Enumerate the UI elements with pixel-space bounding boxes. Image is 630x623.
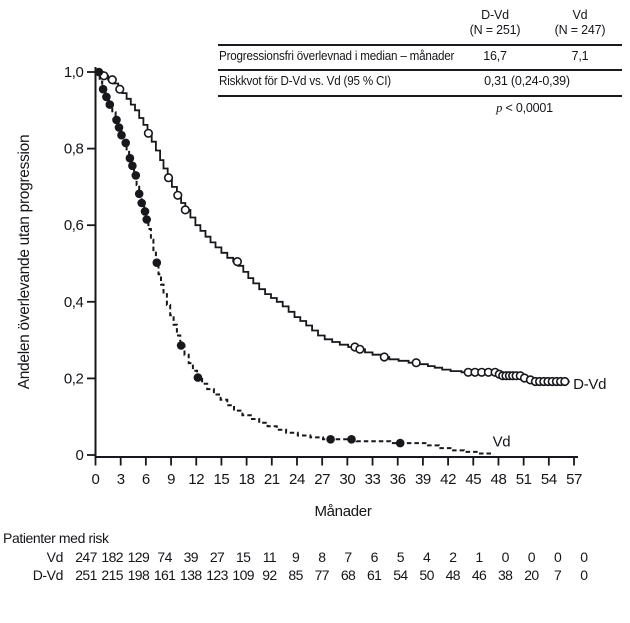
risk-count: 215 xyxy=(101,567,123,583)
censor-mark-D-Vd xyxy=(174,192,182,200)
y-axis-title: Andelen överlevande utan progression xyxy=(16,134,33,390)
censor-mark-Vd xyxy=(128,162,137,171)
censor-mark-Vd xyxy=(142,215,151,224)
censor-mark-D-Vd xyxy=(412,359,420,367)
risk-count: 182 xyxy=(101,549,123,565)
risk-count: 198 xyxy=(127,567,150,583)
censor-mark-Vd xyxy=(126,154,135,163)
risk-count: 6 xyxy=(370,549,378,565)
x-tick-label: 12 xyxy=(188,471,205,488)
risk-count: 247 xyxy=(75,549,97,565)
x-tick-label: 45 xyxy=(465,471,482,488)
risk-count: 8 xyxy=(318,549,326,565)
censor-mark-Vd xyxy=(115,123,124,132)
summary-col-vd-n: (N = 247) xyxy=(554,23,606,38)
x-tick-label: 9 xyxy=(167,471,176,488)
risk-count: 48 xyxy=(445,567,460,583)
median-pfs-dvd-value: 16,7 xyxy=(483,49,507,63)
x-tick-label: 18 xyxy=(238,471,255,488)
risk-count: 7 xyxy=(344,549,352,565)
risk-count: 38 xyxy=(498,567,513,583)
table-rule-3 xyxy=(218,95,622,97)
censor-mark-Vd xyxy=(141,207,150,216)
x-tick-label: 0 xyxy=(91,471,100,488)
censor-mark-Vd xyxy=(121,139,130,148)
hazard-ratio-value: 0,31 (0,24-0,39) xyxy=(484,74,570,88)
x-tick-label: 27 xyxy=(314,471,331,488)
y-tick-label: 0,8 xyxy=(63,140,84,158)
risk-count: 4 xyxy=(423,549,431,565)
risk-count: 50 xyxy=(419,567,434,583)
risk-count: 5 xyxy=(396,549,404,565)
summary-col-dvd-n: (N = 251) xyxy=(469,23,521,38)
censor-mark-D-Vd xyxy=(145,130,153,138)
risk-count: 251 xyxy=(75,567,97,583)
table-rule-1 xyxy=(218,44,622,46)
risk-count: 1 xyxy=(475,549,483,565)
x-tick-label: 36 xyxy=(389,471,406,488)
risk-count: 92 xyxy=(262,567,277,583)
risk-count: 77 xyxy=(314,567,329,583)
median-pfs-vd-value: 7,1 xyxy=(571,49,589,63)
censor-mark-Vd xyxy=(102,93,111,102)
risk-count: 109 xyxy=(232,567,254,583)
risk-row-label-Vd: Vd xyxy=(46,549,63,565)
risk-table-title: Patienter med risk xyxy=(3,530,109,546)
censor-mark-D-Vd xyxy=(234,258,242,266)
censor-mark-Vd xyxy=(137,199,146,208)
x-tick-label: 24 xyxy=(289,471,305,488)
summary-col-dvd-arm: D-Vd xyxy=(481,8,509,22)
summary-col-header-vd xyxy=(538,8,622,39)
censor-mark-Vd xyxy=(347,435,356,444)
risk-count: 0 xyxy=(527,549,535,565)
risk-count: 138 xyxy=(180,567,202,583)
x-tick-label: 54 xyxy=(540,471,557,488)
censor-mark-D-Vd xyxy=(116,85,124,93)
censor-mark-D-Vd xyxy=(165,174,173,182)
censor-mark-Vd xyxy=(194,373,203,382)
risk-count: 68 xyxy=(340,567,356,583)
x-tick-label: 15 xyxy=(213,471,230,488)
summary-col-vd-arm: Vd xyxy=(572,8,588,22)
y-tick-label: 0,2 xyxy=(63,370,84,388)
x-tick-label: 57 xyxy=(566,471,582,488)
risk-count: 9 xyxy=(292,549,300,565)
censor-mark-D-Vd xyxy=(182,206,190,214)
risk-row-label-D-Vd: D-Vd xyxy=(32,567,63,583)
risk-count: 0 xyxy=(554,549,562,565)
risk-count: 7 xyxy=(554,567,562,583)
x-tick-label: 39 xyxy=(414,471,431,488)
censor-mark-Vd xyxy=(153,258,162,267)
x-tick-label: 48 xyxy=(490,471,507,488)
risk-count: 74 xyxy=(157,549,172,565)
risk-count: 85 xyxy=(288,567,303,583)
risk-count: 161 xyxy=(153,567,176,583)
censor-mark-Vd xyxy=(132,171,141,180)
risk-count: 20 xyxy=(524,567,539,583)
x-tick-label: 51 xyxy=(515,471,532,488)
p-symbol: p xyxy=(496,101,503,115)
censor-mark-Vd xyxy=(99,85,108,94)
risk-count: 27 xyxy=(209,549,225,565)
censor-mark-Vd xyxy=(117,131,126,140)
censor-mark-Vd xyxy=(396,439,405,448)
p-value xyxy=(447,101,602,116)
censor-mark-Vd xyxy=(95,68,104,77)
median-pfs-row-label: Progressionsfri överlevnad i median – månader xyxy=(219,49,455,63)
censor-mark-Vd xyxy=(135,190,144,199)
x-tick-label: 33 xyxy=(364,471,381,488)
censor-mark-D-Vd xyxy=(381,353,389,361)
risk-count: 0 xyxy=(501,549,509,565)
risk-count: 11 xyxy=(262,549,277,565)
p-value-text: < 0,0001 xyxy=(502,101,553,115)
x-tick-label: 3 xyxy=(116,471,125,488)
y-tick-label: 0,6 xyxy=(63,217,84,235)
y-tick-label: 0 xyxy=(75,447,84,464)
x-tick-label: 42 xyxy=(440,471,457,488)
censor-mark-D-Vd xyxy=(561,378,569,386)
censor-mark-Vd xyxy=(326,435,335,444)
risk-count: 15 xyxy=(236,549,251,565)
risk-count: 129 xyxy=(127,549,150,565)
censor-mark-D-Vd xyxy=(109,76,117,84)
risk-count: 39 xyxy=(183,549,198,565)
risk-count: 0 xyxy=(580,567,588,583)
x-axis-title: Månader xyxy=(314,503,372,520)
curve-label-Vd: Vd xyxy=(492,433,511,451)
censor-mark-Vd xyxy=(177,341,186,350)
risk-count: 0 xyxy=(580,549,588,565)
risk-count: 2 xyxy=(449,549,457,565)
table-rule-2 xyxy=(218,69,622,71)
km-curve-D-Vd xyxy=(96,72,570,382)
censor-mark-Vd xyxy=(106,100,115,109)
risk-count: 54 xyxy=(393,567,408,583)
x-tick-label: 6 xyxy=(141,471,150,488)
y-tick-label: 1,0 xyxy=(63,64,84,81)
y-tick-label: 0,4 xyxy=(63,293,84,311)
risk-count: 123 xyxy=(206,567,228,583)
censor-mark-Vd xyxy=(112,116,121,125)
summary-col-header-dvd xyxy=(452,8,538,39)
x-tick-label: 30 xyxy=(339,471,356,488)
x-tick-label: 21 xyxy=(263,471,280,488)
risk-count: 46 xyxy=(471,567,487,583)
hazard-ratio-row-label: Riskkvot för D-Vd vs. Vd (95 % CI) xyxy=(219,74,391,88)
censor-mark-D-Vd xyxy=(356,346,364,354)
curve-label-D-Vd: D-Vd xyxy=(573,376,607,394)
risk-count: 61 xyxy=(367,567,382,583)
